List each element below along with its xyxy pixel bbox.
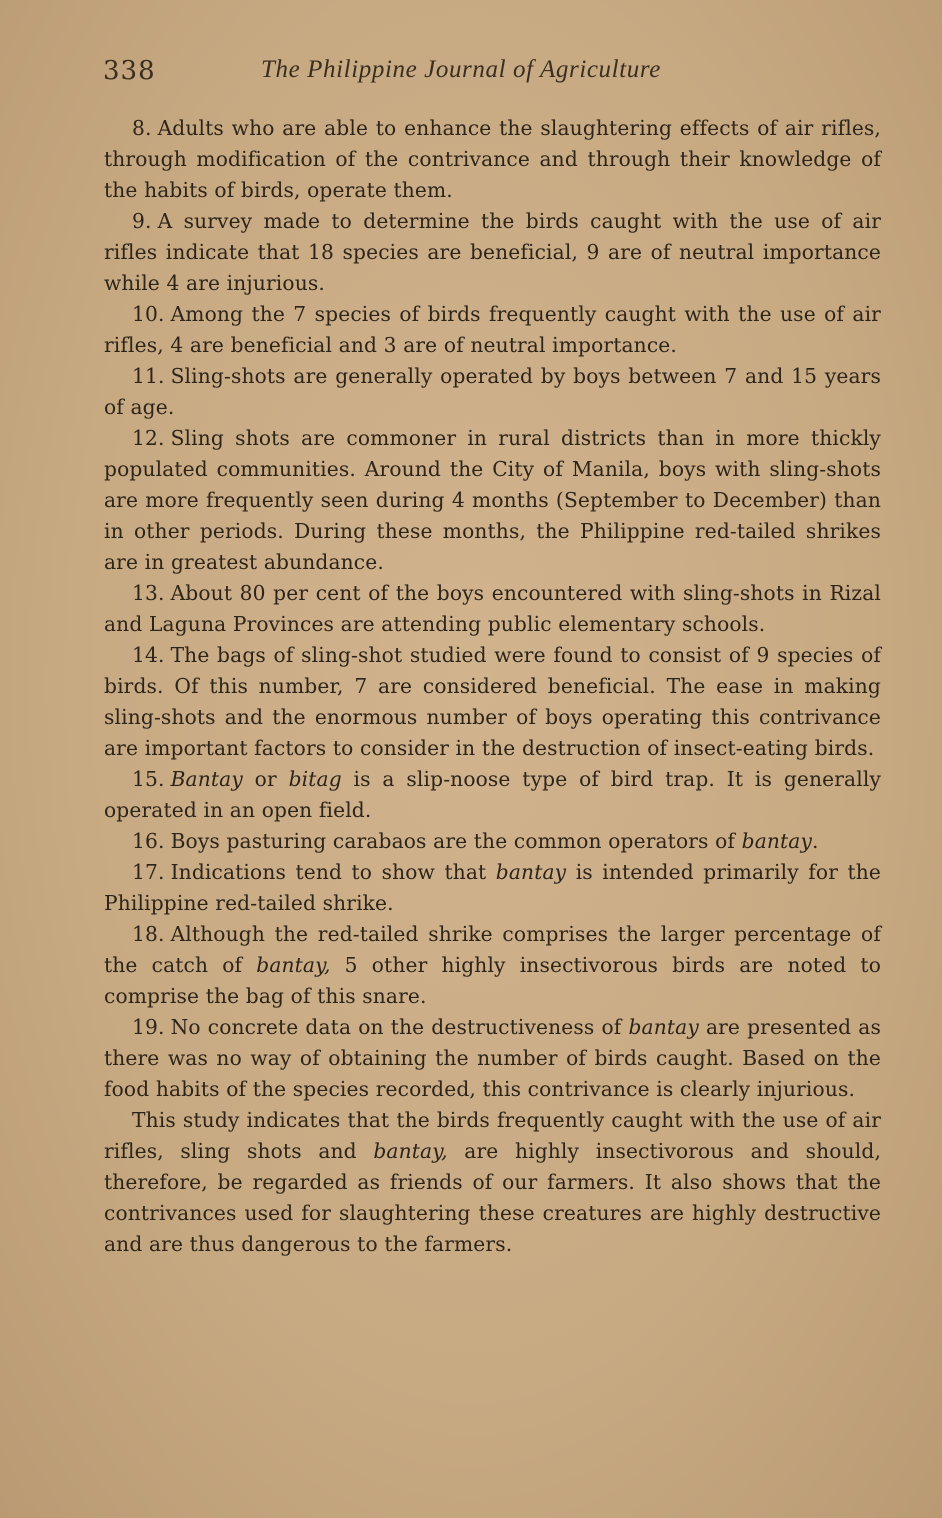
paragraph-text: or <box>242 767 289 791</box>
paragraph-text: The bags of sling-shot studied were found to consist of 9 species of birds. Of this number, 7 are considered beneficial. The ease in making sling-shots and the enormous number of boys operating this contrivance are important factors to consider in the destruction of insect-eating birds. <box>104 643 881 760</box>
italic-term: bantay <box>628 1015 699 1039</box>
numbered-paragraph <box>104 578 881 640</box>
paragraph-text: Sling-shots are generally operated by boys between 7 and 15 years of age. <box>104 364 881 419</box>
numbered-paragraph <box>104 640 881 764</box>
numbered-paragraph <box>104 206 881 299</box>
paragraph-number: 19. <box>132 1015 165 1039</box>
paragraph-number: 13. <box>132 581 165 605</box>
conclusion-paragraph <box>104 1105 881 1260</box>
paragraph-text: Adults who are able to enhance the slaughtering effects of air rifles, through modification of the contrivance and through their knowledge of the habits of birds, operate them. <box>104 116 881 202</box>
paragraph-number: 14. <box>132 643 165 667</box>
numbered-paragraph <box>104 826 881 857</box>
numbered-paragraph <box>104 299 881 361</box>
numbered-paragraph <box>104 764 881 826</box>
paragraph-text: is intended primarily for the Philippine red-tailed shrike. <box>104 860 881 915</box>
paragraph-number: 16. <box>132 829 165 853</box>
paragraph-text: is a slip-noose type of bird trap. It is generally operated in an open field. <box>104 767 881 822</box>
paragraph-text: About 80 per cent of the boys encountered with sling-shots in Rizal and Laguna Provinces are attending public elementary schools. <box>104 581 881 636</box>
numbered-paragraph <box>104 919 881 1012</box>
paragraph-text: . <box>812 829 819 853</box>
paragraph-number: 11. <box>132 364 165 388</box>
italic-term: bantay, <box>256 953 331 977</box>
numbered-paragraph <box>104 1012 881 1105</box>
numbered-paragraph <box>104 857 881 919</box>
paragraph-text: No concrete data on the destructiveness of <box>170 1015 629 1039</box>
italic-term: bantay <box>741 829 813 853</box>
body-text <box>104 113 881 1260</box>
paragraph-text: are presented as there was no way of obtaining the number of birds caught. Based on the food habits of the species recorded, this contrivance is clearly injurious. <box>104 1015 882 1101</box>
paragraph-number: 9. <box>132 209 152 233</box>
paragraph-number: 12. <box>132 426 165 450</box>
paragraph-text: Boys pasturing carabaos are the common operators of <box>170 829 742 853</box>
paragraph-text: Sling shots are commoner in rural districts than in more thickly populated communities. Around the City of Manila, boys with sling-shots are more frequently seen during 4 months (September to December) than in other periods. During these months, the Philippine red-tailed shrikes are in greatest abundance. <box>104 426 881 574</box>
paragraph-text: 5 other highly insectivorous birds are noted to comprise the bag of this snare. <box>104 953 882 1008</box>
paragraph-text: Indications tend to show that <box>170 860 496 884</box>
paragraph-text: are highly insectivorous and should, therefore, be regarded as friends of our farmers. It also shows that the contrivances used for slaughtering these creatures are highly destructive and are thus dangerous to the farmers. <box>104 1139 882 1256</box>
paragraph-number: 18. <box>132 922 165 946</box>
page-number: 338 <box>103 56 156 86</box>
paragraph-number: 15. <box>132 767 165 791</box>
italic-term: bantay <box>495 860 567 884</box>
numbered-paragraph <box>104 423 881 578</box>
numbered-paragraph <box>104 113 881 206</box>
paragraph-text: This study indicates that the birds frequently caught with the use of air rifles, sling shots and <box>104 1108 881 1163</box>
paragraph-text: A survey made to determine the birds caught with the use of air rifles indicate that 18 species are beneficial, 9 are of neutral importance while 4 are injurious. <box>104 209 881 295</box>
paragraph-text: Although the red-tailed shrike comprises the larger percentage of the catch of <box>104 922 881 977</box>
paragraph-text: Among the 7 species of birds frequently caught with the use of air rifles, 4 are beneficial and 3 are of neutral importance. <box>104 302 881 357</box>
italic-term: bitag <box>288 767 342 791</box>
numbered-paragraph <box>104 361 881 423</box>
page-header <box>103 52 883 92</box>
paragraph-number: 17. <box>132 860 165 884</box>
paragraph-number: 10. <box>132 302 165 326</box>
paragraph-number: 8. <box>132 116 152 140</box>
italic-term: Bantay <box>170 767 243 791</box>
italic-term: bantay, <box>373 1139 448 1163</box>
journal-title: The Philippine Journal of Agriculture <box>261 56 661 83</box>
